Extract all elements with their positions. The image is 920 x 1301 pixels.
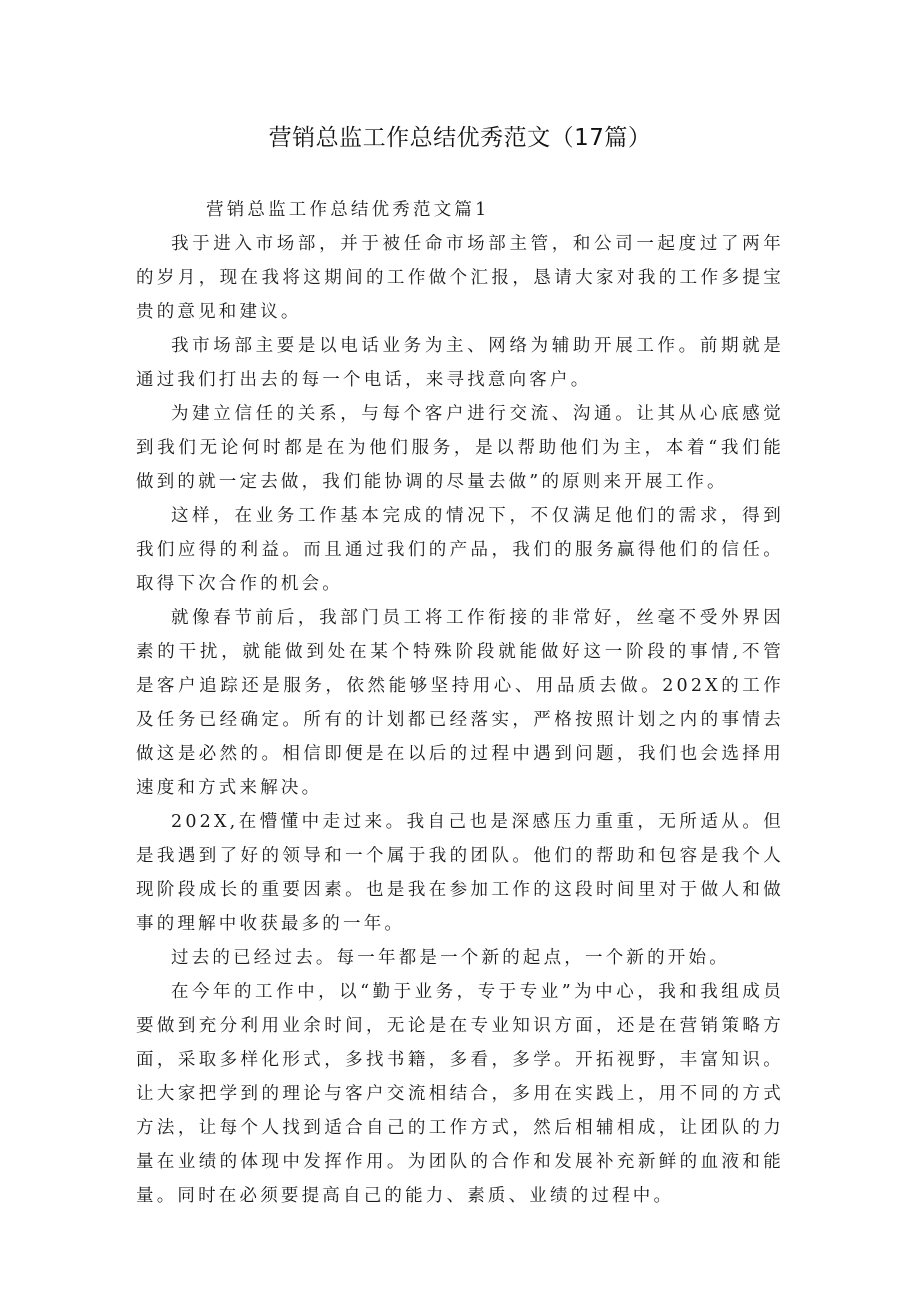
paragraph: 我于进入市场部，并于被任命市场部主管，和公司一起度过了两年的岁月，现在我将这期间的工作做个汇报，恳请大家对我的工作多提宝贵的意见和建议。 bbox=[136, 234, 784, 322]
paragraph: 这样，在业务工作基本完成的情况下，不仅满足他们的需求，得到我们应得的利益。而且通过我们的产品，我们的服务赢得他们的信任。取得下次合作的机会。 bbox=[136, 506, 784, 594]
section-heading bbox=[136, 193, 784, 227]
document-body bbox=[136, 193, 784, 1213]
paragraph: 为建立信任的关系，与每个客户进行交流、沟通。让其从心底感觉到我们无论何时都是在为他们服务，是以帮助他们为主，本着“我们能做到的就一定去做，我们能协调的尽量去做”的原则来开展工作。 bbox=[136, 404, 784, 492]
paragraph: 202X,在懵懂中走过来。我自己也是深感压力重重，无所适从。但是我遇到了好的领导和一个属于我的团队。他们的帮助和包容是我个人现阶段成长的重要因素。也是我在参加工作的这段时间里对于做人和做事的理解中收获最多的一年。 bbox=[136, 812, 784, 934]
paragraph: 过去的已经过去。每一年都是一个新的起点，一个新的开始。 bbox=[171, 948, 730, 968]
paragraph: 就像春节前后，我部门员工将工作衔接的非常好，丝毫不受外界因素的干扰，就能做到处在某个特殊阶段就能做好这一阶段的事情,不管是客户追踪还是服务，依然能够坚持用心、用品质去做。202X的工作及任务已经确定。所有的计划都已经落实，严格按照计划之内的事情去做这是必然的。相信即便是在以后的过程中遇到问题，我们也会选择用速度和方式来解决。 bbox=[136, 608, 784, 798]
paragraph: 在今年的工作中，以“勤于业务，专于专业”为中心，我和我组成员要做到充分利用业余时间，无论是在专业知识方面，还是在营销策略方面，采取多样化形式，多找书籍，多看，多学。开拓视野，丰富知识。让大家把学到的理论与客户交流相结合，多用在实践上，用不同的方式方法，让每个人找到适合自己的工作方式，然后相辅相成，让团队的力量在业绩的体现中发挥作用。为团队的合作和发展补充新鲜的血液和能量。同时在必须要提高自己的能力、素质、业绩的过程中。 bbox=[136, 982, 784, 1206]
paragraph: 我市场部主要是以电话业务为主、网络为辅助开展工作。前期就是通过我们打出去的每一个电话，来寻找意向客户。 bbox=[136, 336, 784, 390]
document-title: 营销总监工作总结优秀范文（17篇） bbox=[268, 125, 652, 151]
section-heading-text: 营销总监工作总结优秀范文篇1 bbox=[206, 200, 490, 220]
